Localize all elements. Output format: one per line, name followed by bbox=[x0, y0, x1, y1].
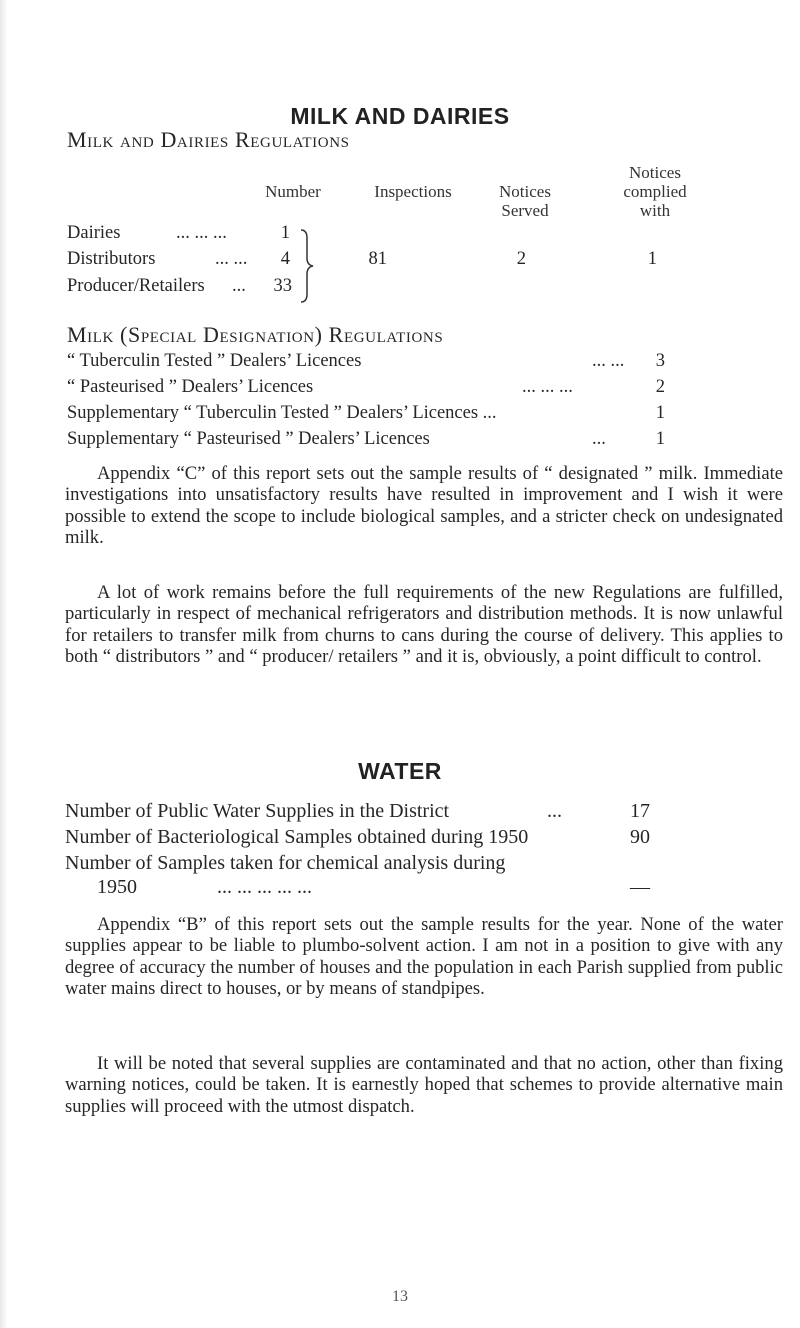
water-line: 1950 bbox=[97, 876, 137, 898]
row-leaders: ... bbox=[232, 276, 246, 296]
col-number: Number bbox=[265, 182, 321, 201]
row-number-producer-retailers: 33 bbox=[273, 276, 292, 296]
col-inspections: Inspections bbox=[374, 182, 452, 201]
licence-value: 1 bbox=[655, 429, 665, 449]
milk-paragraph-2: A lot of work remains before the full requirements of the new Regulations are fulfilled, particularly in respect of mechanical refrigerators and distribution methods. It is now unlawful for retailers to transfer milk from churns to cans during the course of delivery. This applies to both “ distributors ” and “ producer/ retailers ” and it is, obviously, a point difficult to control. bbox=[65, 582, 783, 668]
licence-value: 2 bbox=[655, 377, 665, 397]
brace-mark bbox=[297, 228, 321, 304]
water-leaders: ... ... ... ... ... bbox=[217, 876, 312, 898]
row-label-producer-retailers: Producer/Retailers bbox=[67, 276, 205, 296]
water-line: Number of Samples taken for chemical analysis during bbox=[65, 852, 506, 874]
licence-value: 3 bbox=[655, 351, 665, 371]
inspections-value: 81 bbox=[368, 249, 387, 269]
row-leaders: ... ... bbox=[215, 249, 248, 269]
licence-label: “ Tuberculin Tested ” Dealers’ Licences bbox=[67, 351, 362, 371]
water-value: 90 bbox=[630, 826, 650, 848]
water-value: 17 bbox=[630, 800, 650, 822]
row-label-distributors: Distributors bbox=[67, 249, 156, 269]
licence-label: Supplementary “ Pasteurised ” Dealers’ Licences bbox=[67, 429, 430, 449]
milk-heading: MILK AND DAIRIES bbox=[290, 103, 510, 129]
licence-label: “ Pasteurised ” Dealers’ Licences bbox=[67, 377, 314, 397]
licence-leaders: ... ... ... bbox=[522, 377, 573, 397]
water-value: — bbox=[630, 876, 650, 898]
licence-leaders: ... bbox=[592, 429, 606, 449]
row-number-distributors: 4 bbox=[280, 249, 290, 269]
row-number-dairies: 1 bbox=[280, 223, 290, 243]
milk-regulations-title: Milk and Dairies Regulations bbox=[67, 127, 350, 152]
notices-complied-value: 1 bbox=[647, 249, 657, 269]
row-label-dairies: Dairies bbox=[67, 223, 121, 243]
page-number: 13 bbox=[392, 1288, 408, 1305]
water-line: Number of Bacteriological Samples obtained during 1950 bbox=[65, 826, 529, 848]
water-heading: WATER bbox=[358, 758, 442, 784]
water-line: Number of Public Water Supplies in the District bbox=[65, 800, 450, 822]
row-leaders: ... ... ... bbox=[176, 223, 227, 243]
water-paragraph-2: It will be noted that several supplies are contaminated and that no action, other than fixing warning notices, could be taken. It is earnestly hoped that schemes to provide alternative main supplies will proceed with the utmost dispatch. bbox=[65, 1053, 783, 1117]
milk-paragraph-1: Appendix “C” of this report sets out the sample results of “ designated ” milk. Immediate investigations into unsatisfactory results have resulted in improvement and I wish it were possible to extend the scope to include biological samples, and a stricter check on undesignated milk. bbox=[65, 463, 783, 549]
water-paragraph-1: Appendix “B” of this report sets out the sample results for the year. None of the water supplies appear to be liable to plumbo-solvent action. I am not in a position to give with any degree of accuracy the number of houses and the population in each Parish supplied from public water mains direct to houses, or by means of standpipes. bbox=[65, 914, 783, 1000]
col-notices-complied: Notices complied with bbox=[623, 163, 687, 220]
special-designation-title: Milk (Special Designation) Regulations bbox=[67, 322, 444, 347]
water-leaders: ... bbox=[547, 800, 562, 822]
notices-served-value: 2 bbox=[516, 249, 526, 269]
licence-leaders: ... ... bbox=[592, 351, 625, 371]
licence-label: Supplementary “ Tuberculin Tested ” Dealers’ Licences ... bbox=[67, 403, 497, 423]
licence-value: 1 bbox=[655, 403, 665, 423]
col-notices-served: Notices Served bbox=[499, 182, 551, 220]
page-edge-shadow bbox=[0, 0, 8, 1328]
